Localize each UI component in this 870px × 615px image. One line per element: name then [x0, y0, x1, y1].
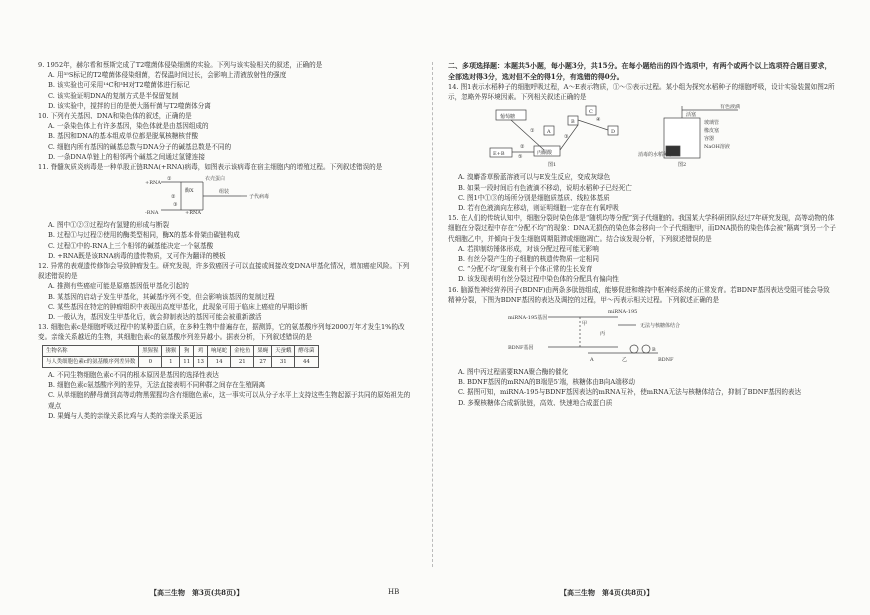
q14-stem: 14. 图1表示水稻种子的细胞呼吸过程，A～E表示物质，①～⑤表示过程。某小组为探究水稻种子的细胞呼吸，设计实验装置如图2所示，忽略外界环境因素。下列相关叙述正确的是 [448, 83, 835, 102]
fig-label-capsid: 衣壳蛋白 [205, 176, 226, 183]
question-14 [448, 82, 836, 213]
fig-label-glucose: 葡萄糖 [500, 114, 516, 121]
fig-label-piston: 活塞 [686, 112, 697, 119]
table-header-cell: 酵母菌 [295, 345, 318, 356]
table-header-cell: 狗 [180, 345, 194, 356]
q12-option-d: D. 一般认为，基因发生甲基化后，就会抑制表达的基因可能会被重新激活 [48, 313, 262, 322]
table-cell: 11 [180, 356, 194, 367]
fig-label-rna2: -RNA [145, 210, 159, 217]
fig-label-a: A [547, 129, 551, 136]
q15-stem: 15. 在人们的传统认知中，细胞分裂时染色体是“随机均等分配”到子代细胞的。我国某大学科研团队经过7年研究发现，高等动物的体细胞在分裂过程中存在“分配不均”的现象：DNA无损伤的染色体会移向一个子代细胞甲，而DNA损伤的染色体会被“隔离”到另一个子代细胞乙中，并倾向于发生细胞周期阻滞或细胞凋亡。结合该发现分析，下列叙述错误的是 [448, 214, 836, 243]
fig-label-enzyme: 酶X [185, 188, 194, 195]
fig-label-step3: ③ [564, 134, 569, 141]
right-column [448, 60, 836, 408]
table-row [43, 356, 319, 367]
table-header-cell: 生物名称 [43, 345, 139, 356]
q13-stem: 13. 细胞色素c是细胞呼吸过程中的某种蛋白质，在多种生物中普遍存在，据测算，它的氨基酸序列每2000万年才发生1%的改变。亲缘关系越近的生物，其细胞色素c的氨基酸序列差异越小。据表分析，下列叙述错误的是 [38, 323, 405, 342]
q13-option-a: A. 不同生物细胞色素c不同的根本原因是基因的选择性表达 [48, 371, 219, 380]
fig-label-rna3: +RNA [185, 210, 201, 217]
table-header-cell: 响尾蛇 [207, 345, 230, 356]
fig-label-step4: ④ [596, 117, 601, 124]
q10-option-a: A. 一条染色体上有许多基因，染色体就是由基因组成的 [48, 122, 209, 131]
fig-label-step2: ② [171, 194, 176, 201]
q13-option-b: B. 细胞色素c氨基酸序列的差异，无法直接表明不同种群之间存在生殖隔离 [48, 381, 266, 390]
question-13 [38, 322, 414, 421]
q12-option-c: C. 某些基因在特定的肿瘤组织中表现出高度甲基化，此现象可用于临床上癌症的早期诊断 [48, 302, 308, 311]
q16-option-d: D. 多聚核糖体合成新肽链，高效、快速地合成蛋白质 [458, 398, 613, 407]
fig-label-figure2: 图2 [678, 162, 687, 169]
table-row-label: 与人类细胞色素c的氨基酸序列差异数 [43, 356, 139, 367]
q9-option-b: B. 该实验也可采用¹⁴C和³H对T2噬菌体进行标记 [48, 81, 190, 90]
fig-label-figure1: 图1 [548, 162, 557, 169]
left-page-footer: 【高三生物 第3页(共8页)】 [150, 588, 244, 597]
q10-option-c: C. 细胞内所有基因的碱基总数与DNA分子的碱基总数是不同的 [48, 142, 232, 151]
fig-label-bdnf-gene: BDNF基因 [508, 345, 534, 352]
fig-label-jia1: 甲 [582, 321, 588, 328]
fig-label-end-a: A [590, 357, 594, 364]
cytochrome-table [42, 345, 319, 368]
q10-option-d: D. 一条DNA单链上的相邻两个碱基之间通过氢键连接 [48, 152, 205, 161]
q15-option-a: A. 若抑制纺锤体形成，对该分配过程可能无影响 [458, 244, 599, 253]
fig-label-pyruvate: 丙酮酸 [537, 150, 553, 157]
table-header-cell: 黑猩猩 [139, 345, 162, 356]
fig-label-no-binding: 无法与核糖体结合 [640, 323, 681, 330]
fig-label-b: B [571, 119, 575, 126]
right-page-footer: 【高三生物 第4页(共8页)】 [560, 588, 654, 597]
table-header-row [43, 345, 319, 356]
q10-stem: 10. 下列有关基因、DNA和染色体的叙述，正确的是 [38, 112, 192, 121]
q15-option-c: C. “分配不均”现象有利于个体正常的生长发育 [458, 265, 593, 274]
q9-option-c: C. 该实验证明DNA的复制方式是半保留复制 [48, 91, 179, 100]
fig-label-end-b: B [652, 347, 656, 354]
q13-option-c: C. 从单细胞的酵母菌到高等动物黑猩猩均含有细胞色素c，这一事实可以从分子水平上支持这些生物起源于共同的原始祖先的观点 [48, 391, 411, 410]
fig-label-yi: 乙 [622, 357, 628, 364]
fig-label-stopper: 橡皮塞 [704, 128, 720, 135]
table-header-cell: 果蝇 [254, 345, 272, 356]
column-divider [432, 62, 433, 567]
q9-option-d: D. 该实验中，搅拌的目的是使大肠杆菌与T2噬菌体分离 [48, 101, 211, 110]
table-header-cell: 鸡 [194, 345, 208, 356]
table-header-cell: 金枪鱼 [231, 345, 254, 356]
bdnf-figure [448, 307, 836, 365]
left-column [38, 60, 414, 421]
fig-label-rna1: +RNA [145, 180, 161, 187]
q16-option-b: B. BDNF基因的mRNA的B端是5′端，核糖体由B向A端移动 [458, 378, 635, 387]
fig-label-seeds: 消毒的水稻种子 [638, 152, 674, 159]
q9-stem: 9. 1952年，赫尔希和蔡斯完成了T2噬菌体侵染细菌的实验。下列与该实验相关的叙述，正确的是 [38, 61, 323, 69]
q9-option-a: A. 用³⁵S标记的T2噬菌体侵染细菌，若保温时间过长，会影响上清液放射性的强度 [48, 71, 287, 80]
q15-option-d: D. 该发现表明有丝分裂过程中染色体的分配具有偏向性 [458, 275, 619, 284]
question-16 [448, 285, 836, 408]
q16-option-c: C. 据图可知，miRNA-195与BDNF基因表达的mRNA互补，使mRNA无法与核糖体结合，抑制了BDNF基因的表达 [458, 388, 802, 397]
q11-stem: 11. 脊髓灰质炎病毒是一种单股正链RNA(+RNA)病毒，如图表示该病毒在宿主细胞内的增殖过程。下列叙述错误的是 [38, 163, 383, 172]
virus-replication-figure [38, 174, 414, 218]
virus-diagram [143, 174, 303, 218]
respiration-figures [448, 104, 836, 170]
table-cell: 1 [162, 356, 180, 367]
table-cell: 0 [139, 356, 162, 367]
table-cell: 27 [254, 356, 272, 367]
q12-stem: 12. 异常的表观遗传修饰会导致肿瘤发生。研究发现，许多致癌因子可以直接或间接改变DNA甲基化情况，增加癌症风险。下列叙述错误的是 [38, 262, 410, 281]
table-cell: 44 [295, 356, 318, 367]
fig-label-bing: 丙 [600, 331, 606, 338]
section-heading: 二、多项选择题：本题共5小题，每小题3分，共15分。在每小题给出的四个选项中，有两个或两个以上选项符合题目要求，全部选对得3分，选对但不全的得1分，有选错的得0分。 [448, 61, 832, 81]
q15-option-b: B. 有丝分裂产生的子细胞的核遗传物质一定相同 [458, 255, 599, 264]
q13-option-d: D. 果蝇与人类的亲缘关系比鸡与人类的亲缘关系更远 [48, 411, 203, 420]
question-12 [38, 261, 414, 322]
q12-option-b: B. 某基因的启动子发生甲基化，其碱基序列不变，但会影响该基因的复制过程 [48, 292, 275, 301]
q14-option-d: D. 若有色液滴向左移动，则证明细胞一定存在有氧呼吸 [458, 204, 619, 213]
q16-stem: 16. 脑源性神经营养因子(BDNF)由两条多肽链组成，能够促进和维持中枢神经系统的正常发育。若BDNF基因表达受阻可能会导致精神分裂，下图为BDNF基因的表达及调控的过程，甲～丙表示相关过程。下列叙述正确的是 [448, 285, 830, 304]
fig-label-step3: ③ [173, 202, 178, 209]
q11-option-c: C. 过程①中的-RNA上三个相邻的碱基能决定一个氨基酸 [48, 241, 214, 250]
fig-label-step1: ① [167, 176, 172, 183]
fig-label-mirna: miRNA-195 [608, 309, 638, 316]
fig-label-step5: ⑤ [518, 154, 523, 161]
bdnf-diagram [508, 307, 738, 365]
fig-label-assembly: 组装 [219, 189, 230, 196]
question-9 [38, 60, 414, 111]
q11-option-b: B. 过程①与过程②使用的酶类型相同，酶X的基本骨架由碳链构成 [48, 231, 240, 240]
fig-label-container: 容器 [704, 136, 715, 143]
table-header-cell: 天蚕蛾 [272, 345, 295, 356]
fig-label-progeny: 子代病毒 [249, 194, 270, 201]
q10-option-b: B. 基因和DNA的基本组成单位都是脱氧核糖核苷酸 [48, 132, 199, 141]
table-cell: 21 [231, 356, 254, 367]
question-10 [38, 111, 414, 162]
fig-label-c: C [589, 109, 593, 116]
table-header-cell: 猕猴 [162, 345, 180, 356]
fig-label-mirna-gene: miRNA-195基因 [508, 315, 548, 322]
q14-option-b: B. 如果一段时间后有色液滴不移动，说明水稻种子已经死亡 [458, 183, 632, 192]
fig-label-droplet: 有色液滴 [720, 104, 741, 111]
q14-option-a: A. 溴麝香草酚蓝溶液可以与E发生反应，变成灰绿色 [458, 173, 611, 182]
question-11 [38, 162, 414, 261]
q14-option-c: C. 图1中①③的场所分别是细胞质基质、线粒体基质 [458, 193, 610, 202]
fig-label-step2: ② [520, 144, 525, 151]
fig-label-tube: 玻璃管 [704, 120, 720, 127]
respiration-diagram [488, 104, 788, 170]
question-15 [448, 213, 836, 284]
q11-option-a: A. 图中①②③过程均有氢键的形成与断裂 [48, 221, 170, 230]
fig-label-naoh: NaOH溶液 [704, 144, 730, 151]
table-cell: 14 [207, 356, 230, 367]
fig-label-step1: ① [530, 128, 535, 135]
q11-option-d: D. +RNA既是该RNA病毒的遗传物质，又可作为翻译的模板 [48, 251, 226, 260]
table-cell: 13 [194, 356, 208, 367]
fig-label-eb: E+B [493, 151, 505, 158]
table-cell: 31 [272, 356, 295, 367]
page-code: HB [388, 588, 400, 596]
fig-label-d: D [611, 129, 616, 136]
q16-option-a: A. 图中丙过程需要RNA聚合酶的催化 [458, 368, 569, 377]
q12-option-a: A. 推测有些癌症可能是原癌基因低甲基化引起的 [48, 282, 189, 291]
fig-label-bdnf: BDNF [658, 357, 674, 364]
